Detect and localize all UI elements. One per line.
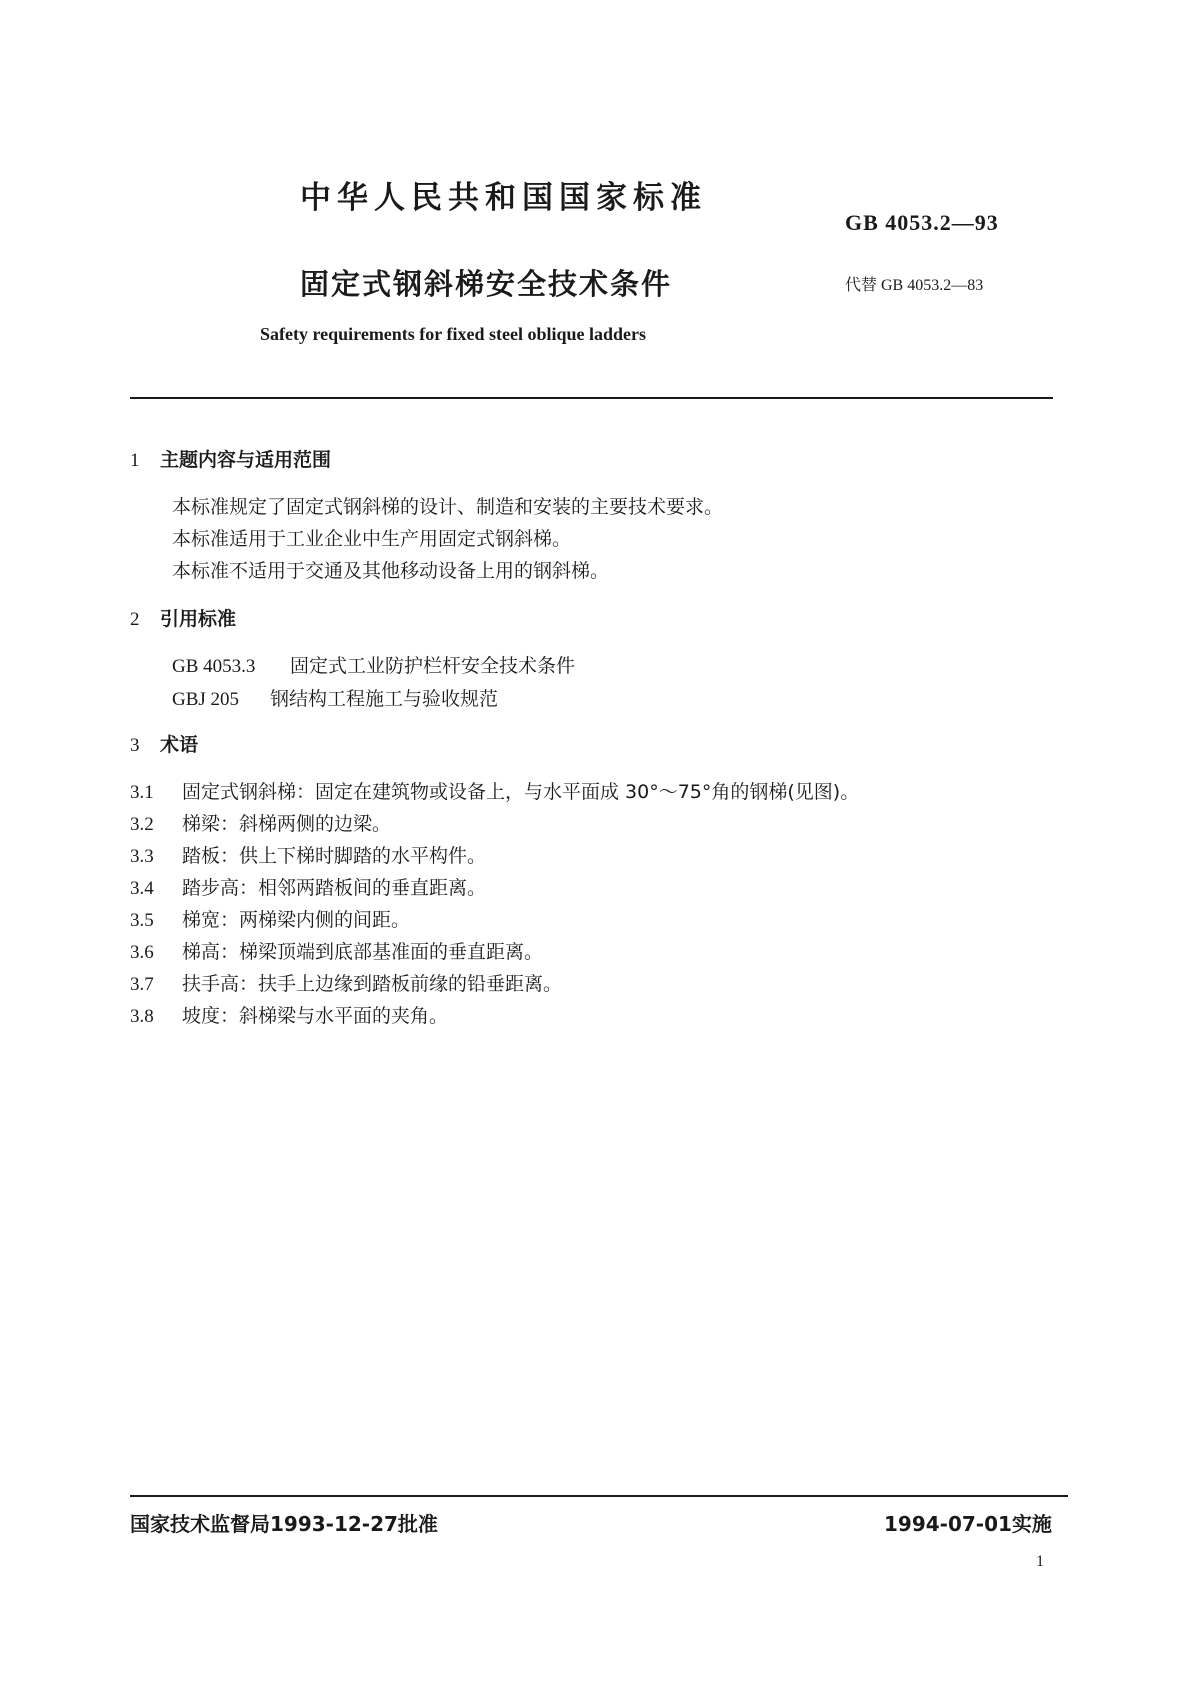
- term-number: 3.7: [130, 974, 154, 995]
- term-text: 固定式钢斜梯：固定在建筑物或设备上，与水平面成 30°～75°角的钢梯(见图)。: [182, 781, 860, 803]
- term-item: [130, 841, 486, 868]
- national-standard-heading: 中华人民共和国国家标准: [300, 180, 707, 216]
- term-text: 梯梁：斜梯两侧的边梁。: [182, 813, 392, 835]
- effective-date: 1994-07-01实施: [884, 1512, 1052, 1536]
- section-number: 1: [130, 450, 140, 471]
- page-number: 1: [1036, 1553, 1044, 1570]
- reference-name: 固定式工业防护栏杆安全技术条件: [290, 655, 576, 677]
- term-text: 踏步高：相邻两踏板间的垂直距离。: [182, 877, 487, 899]
- term-number: 3.6: [130, 942, 154, 963]
- term-number: 3.8: [130, 1006, 154, 1027]
- reference-item: [172, 651, 575, 678]
- term-item: [130, 937, 543, 964]
- replaces-standard: 代替 GB 4053.2—83: [845, 277, 984, 294]
- term-item: [130, 969, 562, 996]
- standard-number: GB 4053.2—93: [845, 210, 999, 235]
- section-1-heading: [130, 445, 331, 472]
- term-number: 3.2: [130, 814, 154, 835]
- paragraph: 本标准适用于工业企业中生产用固定式钢斜梯。: [172, 528, 572, 550]
- document-title: 固定式钢斜梯安全技术条件: [300, 267, 673, 301]
- approval-line: 国家技术监督局1993-12-27批准: [130, 1512, 438, 1536]
- term-number: 3.5: [130, 910, 154, 931]
- term-number: 3.1: [130, 782, 154, 803]
- term-item: [130, 809, 391, 836]
- term-number: 3.3: [130, 846, 154, 867]
- reference-item: [172, 684, 498, 711]
- reference-name: 钢结构工程施工与验收规范: [270, 688, 499, 710]
- term-text: 踏板：供上下梯时脚踏的水平构件。: [182, 845, 487, 867]
- section-title: 术语: [160, 734, 199, 756]
- term-text: 梯高：梯梁顶端到底部基准面的垂直距离。: [182, 941, 544, 963]
- term-item: [130, 777, 859, 804]
- english-title: Safety requirements for fixed steel oblique ladders: [260, 324, 646, 344]
- section-3-heading: [130, 730, 198, 757]
- term-item: [130, 1001, 448, 1028]
- section-2-heading: [130, 604, 236, 631]
- paragraph: 本标准规定了固定式钢斜梯的设计、制造和安装的主要技术要求。: [172, 496, 724, 518]
- term-item: [130, 873, 486, 900]
- footer-divider: [130, 1495, 1068, 1497]
- section-title: 引用标准: [160, 608, 237, 630]
- term-text: 坡度：斜梯梁与水平面的夹角。: [182, 1005, 449, 1027]
- header-divider: [130, 397, 1053, 399]
- term-item: [130, 905, 410, 932]
- section-title: 主题内容与适用范围: [160, 449, 332, 471]
- term-text: 扶手高：扶手上边缘到踏板前缘的铅垂距离。: [182, 973, 563, 995]
- reference-code: GBJ 205: [172, 689, 240, 710]
- section-number: 3: [130, 735, 140, 756]
- paragraph: 本标准不适用于交通及其他移动设备上用的钢斜梯。: [172, 560, 610, 582]
- term-text: 梯宽：两梯梁内侧的间距。: [182, 909, 411, 931]
- section-number: 2: [130, 609, 140, 630]
- term-number: 3.4: [130, 878, 154, 899]
- reference-code: GB 4053.3: [172, 656, 256, 677]
